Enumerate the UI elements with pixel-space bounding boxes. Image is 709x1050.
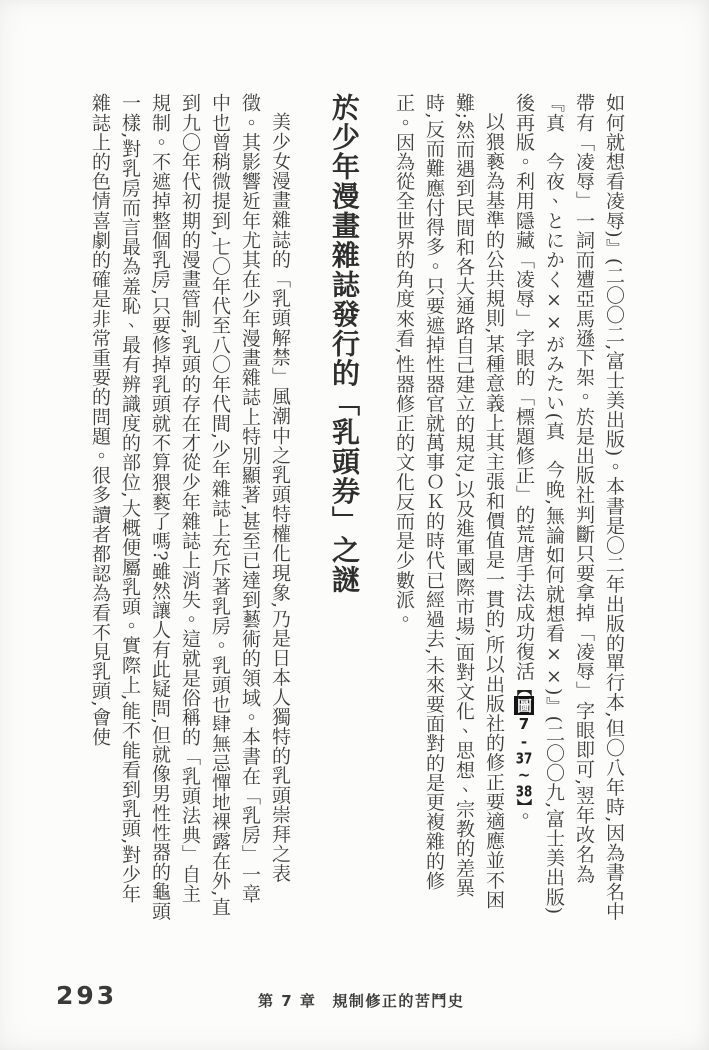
figure-number-start: 37 [515, 751, 533, 766]
section-heading: 於少年漫畫雜誌發行的「乳頭券」之謎 [328, 93, 361, 595]
figure-number-tilde: ~ [515, 766, 533, 784]
paragraph: 以猥褻為基準的公共規則,某種意義上其主張和價值是一貫的,所以出版社的修正要適應並不困難;然而遇到民間和各大通路自己建立的規定,以及進軍國際市場,面對文化、思想、宗教的差異時,反而難應付得多。只要遮掉性器官就萬事ＯＫ的時代已經過去,未來要面對的是更複雜的修正。因為從全世界的角度來看,性器修正的文化反而是少數派。 [393, 93, 505, 910]
figure-ref-close-bracket: 】 [515, 799, 533, 807]
chapter-title: 規制修正的苦鬥史 [332, 992, 465, 1010]
figure-label-box: 圖 [515, 698, 533, 713]
paragraph [509, 93, 629, 921]
paragraph-text: 如何就想看凌辱)』(二〇〇二,富士美出版)。本書是〇二年出版的單行本,但〇八年時,因為書名中帶有「凌辱」一詞而遭亞馬遜下架。於是出版社判斷只要拿掉「凌辱」字眼即可,翌年改名為『真 今夜、とにかく××がみたい(真 今晚,無論如何就想看××)』(二〇〇九,富士美出版)後再版。利用隱藏「凌辱」字眼的「標題修正」的荒唐手法成功復活 [513, 93, 625, 921]
figure-number-end: 38 [515, 784, 533, 799]
chapter-footer [258, 990, 464, 1011]
page-number: 293 [56, 981, 118, 1010]
paragraph: 美少女漫畫雜誌的「乳頭解禁」風潮中之乳頭特權化現象,乃是日本人獨特的乳頭崇拜之表徵。其影響近年尤其在少年漫畫雜誌上特別顯著,甚至已達到藝術的領域。本書在「乳房」一章中也曾稍微提到,七〇年代至八〇年代間,少年雜誌上充斥著乳房。乳頭也肆無忌憚地裸露在外,直到九〇年代初期的漫畫管制,乳頭的存在才從少年雜誌上消失。這就是俗稱的「乳頭法典」自主規制。不遮掉整個乳房,只要修掉乳頭就不算猥褻了嗎?雖然讓人有此疑問,但就像男性性器的龜頭一樣,對乳房而言最為羞恥、最有辨識度的部位,大概便屬乳頭。實際上,能不能看到乳頭,對少年雜誌上的色情喜劇的確是非常重要的問題。很多讀者都認為看不見乳頭,會使 [89, 93, 291, 921]
figure-number-chapter: 7 [515, 715, 533, 733]
vertical-text-block [63, 93, 629, 921]
paragraph-end-punctuation: 。 [513, 806, 535, 827]
figure-number-dash: - [515, 733, 533, 751]
figure-reference [514, 681, 534, 807]
chapter-number-label: 第 7 章 [258, 992, 317, 1010]
figure-ref-open-bracket: 【 [515, 681, 533, 696]
